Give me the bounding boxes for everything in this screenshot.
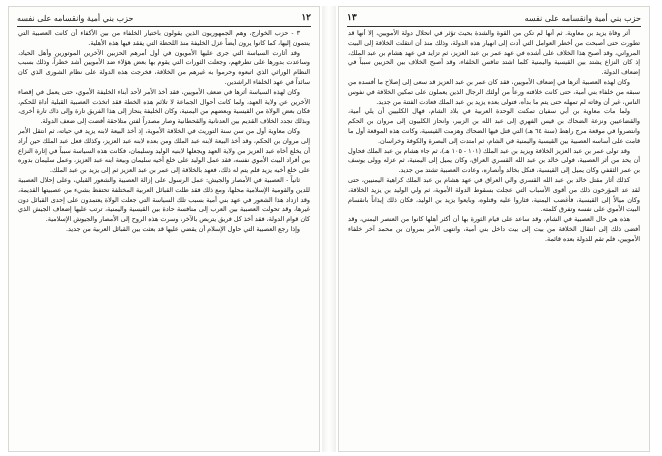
paragraph: وكان لهذه العصبية أثرها في إضعاف الأمويين، فقد كان عمر بن عبد العزيز قد سعى إلى إصلاح ما أفسده من سبقه من خلفاء بني أمية، حتى كانت خلافته ورعاً من أولئك الرجال الذين يعملون على تمكين الخلافة في نفوس الناس، غير أن وفاته لم تمهله حتى يتم ما بدأه، فتولى بعده يزيد بن عبد الملك فعادت الفتنة من جديد. xyxy=(348,77,640,106)
book-gutter xyxy=(322,6,336,452)
right-body-text xyxy=(348,29,640,447)
left-page xyxy=(8,6,320,452)
page-number: ١٣ xyxy=(347,13,357,23)
paragraph: وقد تولى عمر بن عبد العزيز الخلافة ويزيد بن عبد الملك (١٠١ - ١٠٥ هـ)، ثم جاء هشام بن عبد الملك فحاول أن يحد من أثر العصبية، فولى خالد بن عبد الله القسري العراق، وكان يميل إلى اليمنية، ثم عزله وولى يوسف بن عمر الثقفي وكان يميل إلى القيسية، فنكل بخالد وأنصاره، وعادت العصبية تشتد من جديد. xyxy=(348,146,640,175)
paragraph: ٣ - حزب الخوارج، وهم الجمهوريون الذين يقولون باختيار الخلفاء من بين الأكفاء أن كانت العصبية التي ينتمون إليها، كما كانوا يرون أيضاً عزل الخليفة منذ اللحظة التي يفقد فيها هذه الأهلية. xyxy=(18,29,310,47)
paragraph: كذلك أثار مقتل خالد بن عبد الله القسري والي العراق في عهد هشام بن عبد الملك كراهية اليمنيين، حتى لقد عد المؤرخون ذلك من أقوى الأسباب التي عجلت بسقوط الدولة الأموية، ثم ولي الوليد بن يزيد الخلافة، وكان ميالاً إلى القيسية، فأغضب اليمنية، فثاروا عليه وقتلوه، وبايعوا يزيد بن الوليد، فكان ذلك إيذاناً بانقسام البيت الأموي على نفسه وتفرق كلمته. xyxy=(348,175,640,214)
running-head-left xyxy=(17,11,311,25)
page-number: ١٢ xyxy=(301,13,311,23)
paragraph: وكان لهذه السياسة أثرها في ضعف الأمويين، فقد أخذ الأمر لأحد أبناء الخليفة الأموي، حتى يعمل في إقصاء الآخرين عن ولاية العهد، ولما كانت أحوال الجماعة لا تلائم هذه الخطة فقد اتخذت العصبية القبلية أداة للحكم، فكان بعض الولاة من القيسية وبعضهم من اليمنية، وكان الخليفة ينحاز إلى هذا الفريق تارة وإلى ذاك تارة أخرى، وبذلك تجدد الخلاف القديم بين العدنانية والقحطانية وصار مصدراً لفتن متلاحقة أفضت إلى ضعف الدولة. xyxy=(18,87,310,126)
paragraph: أثر وفاة يزيد بن معاوية. ثم أنها لم تكن من القوة والشدة بحيث تؤثر في انحلال دولة الأمويين، إلا أنها قد تطورت حتى أصبحت من أخطر العوامل التي أدت إلى انهيار هذه الدولة، وذلك منذ أن انتقلت الخلافة إلى البيت المرواني، وقد أصبح هذا الخلاف على أشده في عهد عمر بن عبد العزيز، ثم تزايد في عهد هشام بن عبد الملك، إذ كان النزاع يشتد بين القيسية واليمنية كلما اشتد تنافس الخلفاء، وقد أصبح الخلاف بين الحزبين سبباً في إضعاف الدولة. xyxy=(348,29,640,77)
header-rule xyxy=(347,26,641,27)
paragraph: وقد أثارت السياسة التي جرى عليها الأمويون في أول أمرهم الحزبين الآخرين الموتورين وأهل الحياد، وساعدت بدورها على تطرفهم، وجعلت الثورات التي يقوم بها بعض هؤلاء ضد الأمويين أشد خطراً، وذلك بسبب النظام الوراثي الذي اتبعوه وحرموا به غيرهم من الخلافة، فخرجت هذه الدولة على نظام الشورى الذي كان سائداً في عهد الخلفاء الراشدين. xyxy=(18,48,310,86)
header-rule xyxy=(17,26,311,27)
running-head-right xyxy=(347,11,641,25)
paragraph: ثانياً - العصبية في الأمصار والجيش: عمل الرسول على إزالة العصبية والشعور القبلي، وعلى إحلال العصبية للدين والقومية الإسلامية محلها، ومع ذلك فقد ظلت القبائل العربية المختلفة تحتفظ بشيء من عصبيتها القديمة، وقد ازداد هذا الشعور في عهد بني أمية بسبب تلك السياسة التي جعلت الولاة يعتمدون على إحدى القبائل دون غيرها، وقد تحولت العصبية بين العرب إلى منافسة حادة بين القيسية واليمنية، ترتب عليها إضعاف الجيش الذي كان قوام الدولة، فقد أخذ كل فريق يتربص بالآخر، وسرت هذه الروح إلى الأمصار والجيوش الإسلامية. xyxy=(18,175,310,224)
paragraph: ولما مات معاوية بن أبي سفيان تمكنت الوحدة العربية في بلاد الشام، فهال الكلبيين أن يلي أمية، والقضاعيين ونزعة الضحاك بن قيس الفهري إلى عبد الله بن الزبير، وانحاز الكلبيون إلى مروان بن الحكم وانتصروا في موقعة مرج راهط (سنة ٦٤ هـ) التي قتل فيها الضحاك وهزمت القيسية، وكانت هذه الموقعة أول ما قامت على أساسه العصبية بين القيسية واليمنية في الشام، ثم امتدت إلى البصرة والكوفة وخراسان. xyxy=(348,107,640,145)
paragraph: هذه هي حال العصبية في الشام، وقد ساعد على قيام الثورة بها أن أكثر أهلها كانوا من العنصر اليمني، وقد أفضى ذلك إلى انتقال الخلافة من بيت إلى بيت داخل بني أمية، وانتهى الأمر بمروان بن محمد آخر خلفاء الأمويين، فلم تقم للدولة بعده قائمة. xyxy=(348,215,640,243)
left-body-text xyxy=(18,29,310,447)
running-title: حزب بني أمية وانقسامه على نفسه xyxy=(524,13,641,23)
paragraph: وإذا رجع العصبية التي حاول الإسلام أن يقضي عليها قد بعثت بين القبائل العربية من جديد. xyxy=(66,224,300,233)
right-page xyxy=(338,6,650,452)
paragraph: وكان معاوية أول من سن سنة التوريث في الخلافة الأموية، إذ أخذ البيعة لابنه يزيد في حياته، ثم انتقل الأمر إلى مروان بن الحكم، وقد أخذ البيعة لابنه عبد الملك ومن بعده لابنه عبد العزيز، وكذلك فعل عبد الملك حين أراد أن يخلع أخاه عبد العزيز من ولاية العهد ويجعلها لابنيه الوليد وسليمان، فكانت هذه السياسة سبباً في إثارة النزاع بين أفراد البيت الأموي نفسه، فقد عمل الوليد على خلع أخيه سليمان وبيعة ابنه عبد العزيز، وعمل سليمان بدوره على خلع أخيه يزيد فلم يتم له ذلك، فعهد بالخلافة إلى عمر بن عبد العزيز ثم إلى يزيد بن عبد الملك. xyxy=(18,126,310,175)
running-title: حزب بني أمية وانقسامه على نفسه xyxy=(17,13,134,23)
